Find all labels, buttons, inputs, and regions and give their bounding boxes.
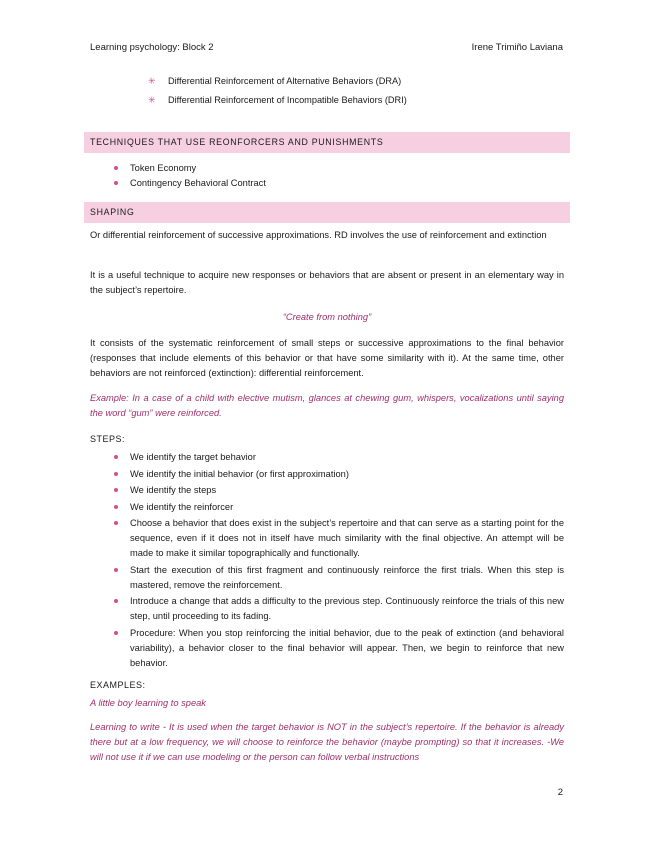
list-item: Token Economy (114, 161, 564, 176)
page-number: 2 (557, 787, 563, 798)
example-writing: Learning to write - It is used when the target behavior is NOT in the subject’s repertoire. If the behavior is already there but at a low frequency, we will choose to reinforce the behavior (maybe prompting) so that it increases. -We will not use it if we can use modeling or the person can follow verbal instructions (90, 722, 564, 762)
list-item: We identify the steps (114, 483, 564, 498)
bullet-icon (114, 631, 118, 635)
bullet-icon (114, 568, 118, 572)
bullet-icon (114, 181, 118, 185)
section-heading-shaping: SHAPING (84, 202, 570, 223)
shaping-usefulness: It is a useful technique to acquire new responses or behaviors that are absent or present in an elementary way in the subject’s repertoire. (90, 270, 564, 295)
examples-label: EXAMPLES: (90, 680, 146, 690)
list-item: We identify the target behavior (114, 450, 564, 465)
shaping-intro: Or differential reinforcement of successive approximations. RD involves the use of reinforcement and extinction (90, 230, 547, 240)
list-item: ✳ Differential Reinforcement of Alternative Behaviors (DRA) (148, 74, 407, 89)
bullet-icon (114, 521, 118, 525)
bullet-icon (114, 455, 118, 459)
bullet-icon (114, 505, 118, 509)
steps-list (114, 450, 564, 672)
bullet-icon (114, 472, 118, 476)
list-item: Start the execution of this first fragment and continuously reinforce the first trials. When this step is mastered, remove the reinforcement. (114, 563, 564, 593)
header-course-title: Learning psychology: Block 2 (90, 42, 214, 53)
list-item: Choose a behavior that does exist in the subject’s repertoire and that can serve as a starting point for the sequence, even if it does not in itself have much similarity with the final objective. An attempt will be made to make it similar topographically and functionally. (114, 516, 564, 561)
list-item: ✳ Differential Reinforcement of Incompatible Behaviors (DRI) (148, 93, 407, 108)
shaping-quote: “Create from nothing” (282, 312, 372, 322)
shaping-example: Example: In a case of a child with elective mutism, glances at chewing gum, whispers, vocalizations until saying the word “gum” were reinforced. (90, 393, 564, 418)
list-item: Contingency Behavioral Contract (114, 176, 564, 191)
example-speaking: A little boy learning to speak (90, 698, 206, 708)
list-item: Procedure: When you stop reinforcing the initial behavior, due to the peak of extinction (and behavioral variability), a behavior closer to the final behavior will appear. Then, we begin to reinforce that new behavior. (114, 626, 564, 671)
bullet-icon (114, 599, 118, 603)
bullet-icon (114, 488, 118, 492)
list-item: We identify the initial behavior (or first approximation) (114, 467, 564, 482)
reinforcement-list (148, 74, 407, 112)
list-item: Introduce a change that adds a difficulty to the previous step. Continuously reinforce the trials of this new step, until proceeding to its fading. (114, 594, 564, 624)
star-bullet-icon: ✳ (148, 95, 156, 105)
star-bullet-icon: ✳ (148, 76, 156, 86)
steps-label: STEPS: (90, 434, 126, 444)
header-author: Irene Trimiño Laviana (471, 42, 563, 53)
list-item: We identify the reinforcer (114, 500, 564, 515)
techniques-list (114, 161, 564, 191)
bullet-icon (114, 166, 118, 170)
section-heading-techniques: TECHNIQUES THAT USE REONFORCERS AND PUNISHMENTS (84, 132, 570, 153)
shaping-definition: It consists of the systematic reinforcement of small steps or successive approximations to the final behavior (responses that include elements of this behavior or that have some similarity with it). At the same time, other behaviors are not reinforced (extinction): differential reinforcement. (90, 338, 564, 378)
